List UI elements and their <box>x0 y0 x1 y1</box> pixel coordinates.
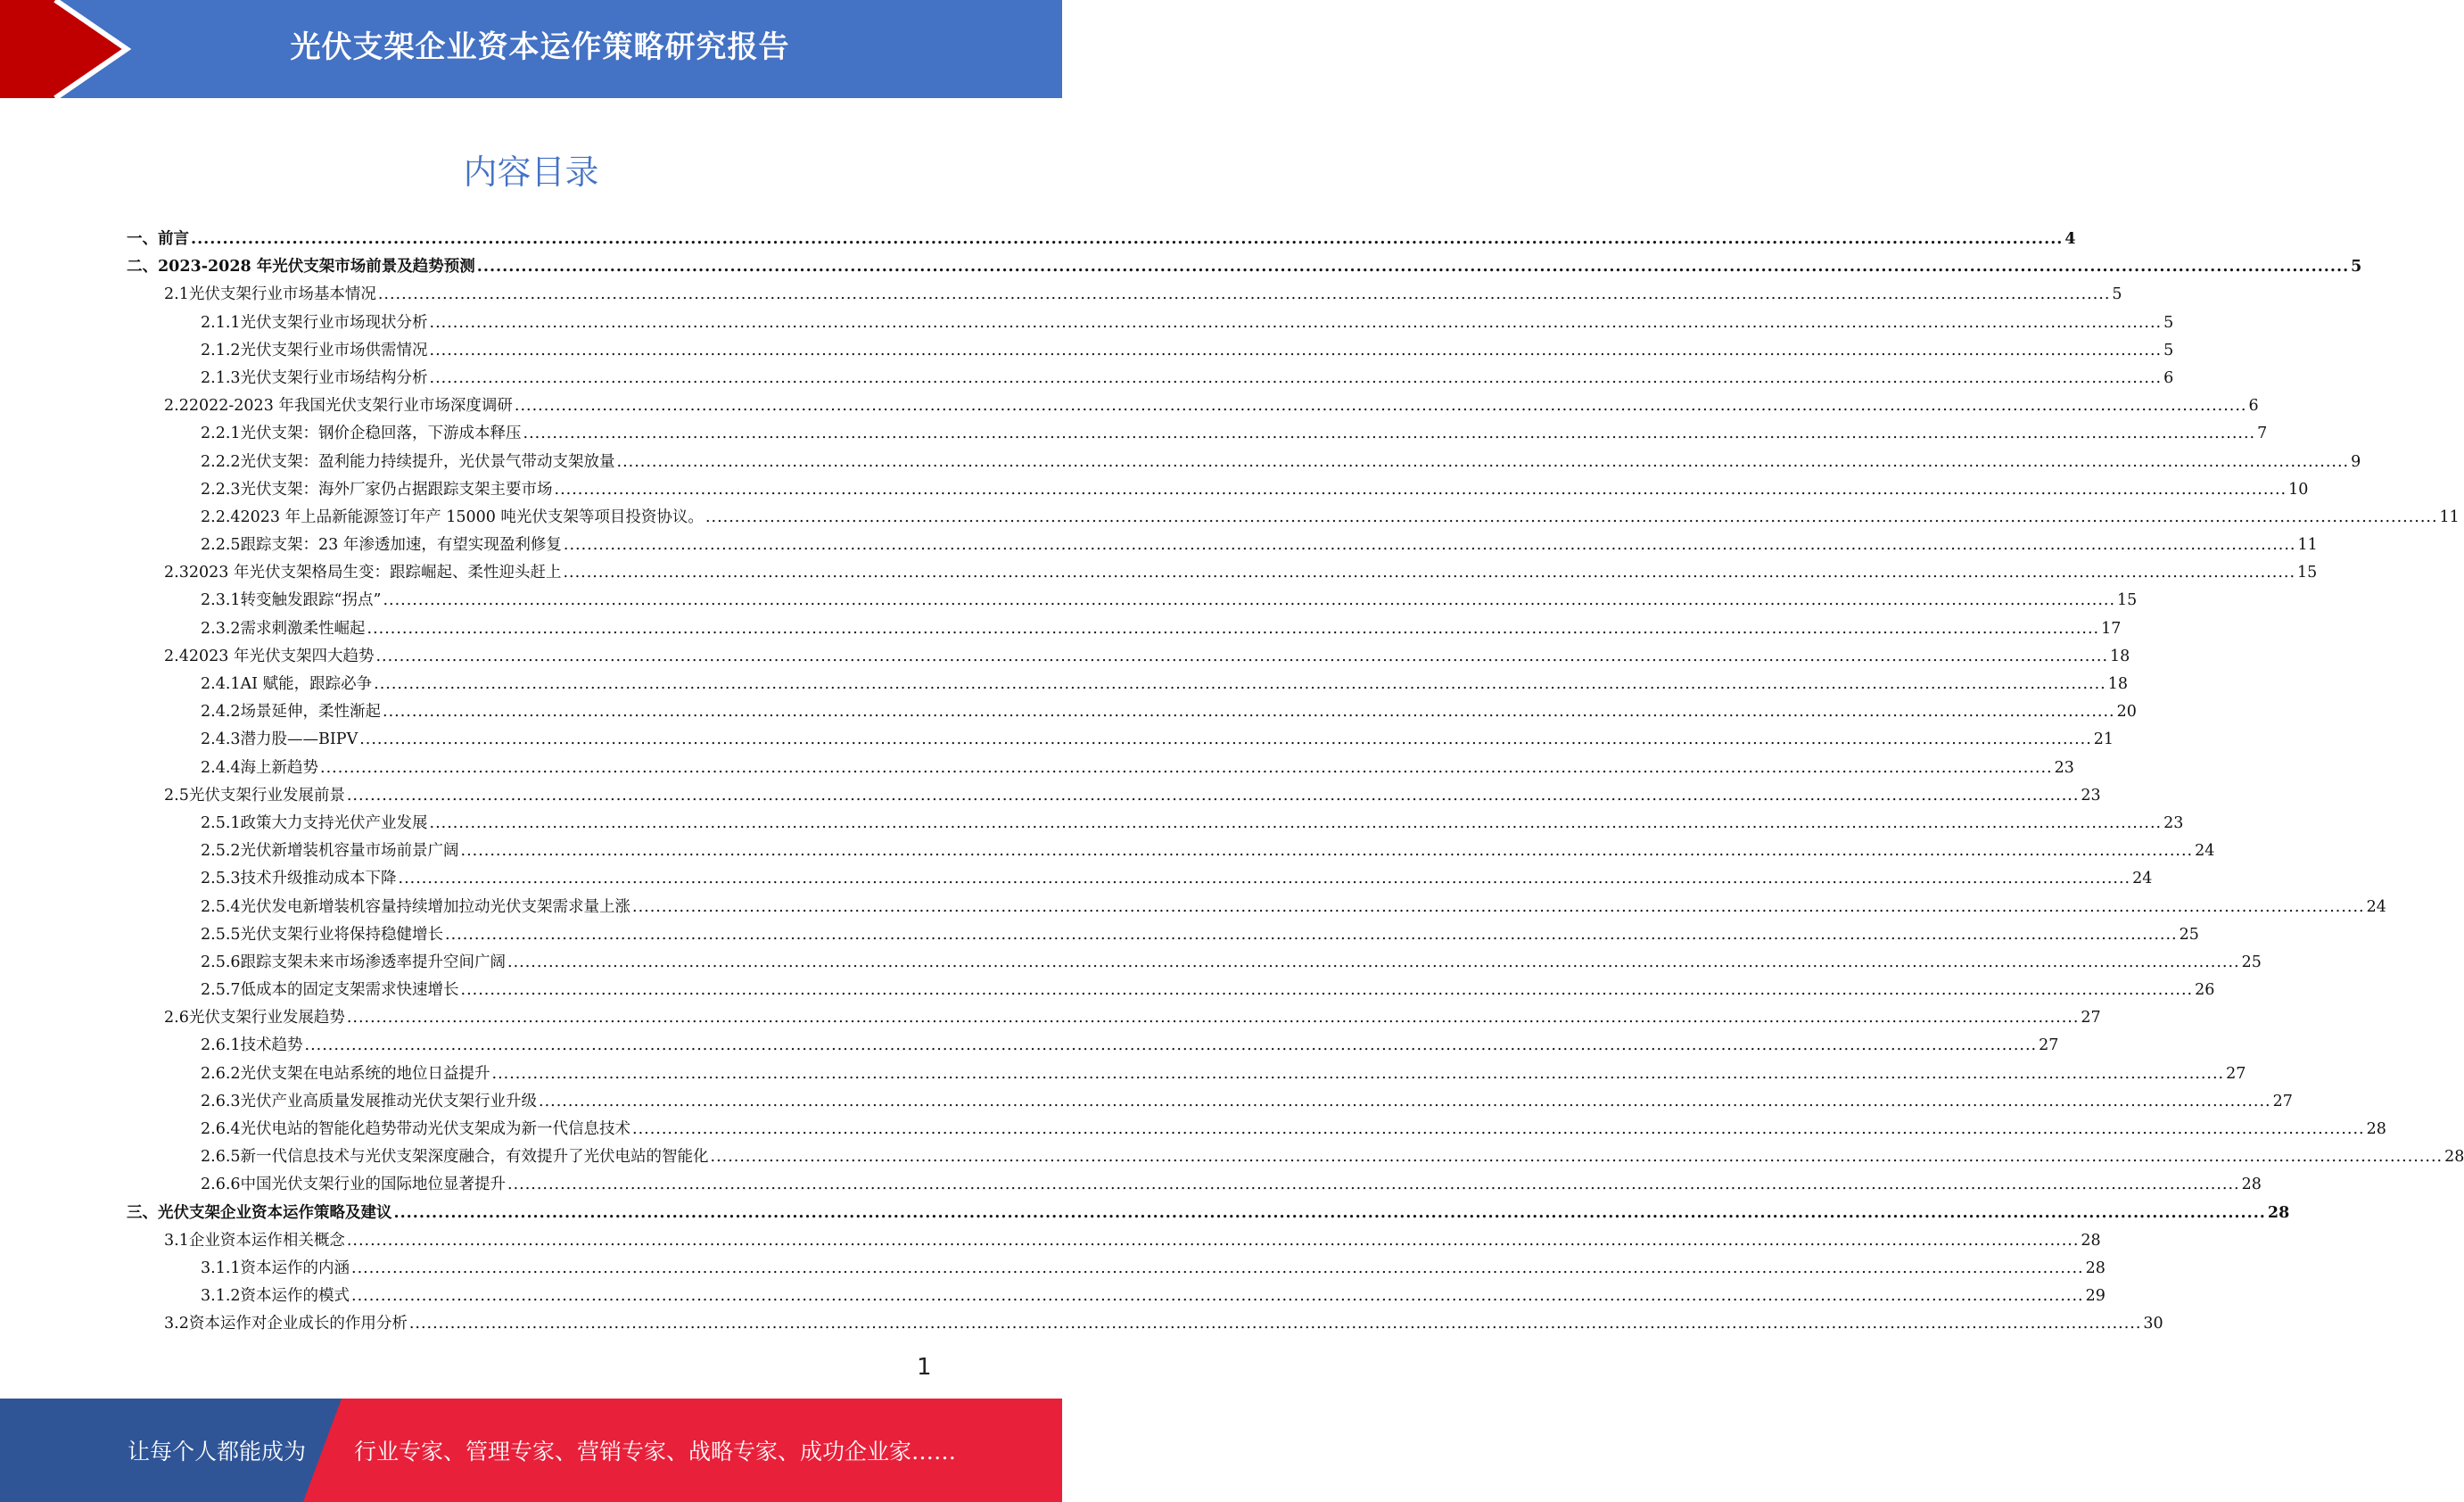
toc-leader-dots <box>461 842 2194 860</box>
toc-entry[interactable] <box>127 727 2114 755</box>
footer-slogan-right: 行业专家、管理专家、营销专家、战略专家、成功企业家…… <box>354 1439 957 1465</box>
toc-entry[interactable] <box>127 866 2153 894</box>
toc-entry-page: 25 <box>2241 953 2262 971</box>
toc-entry-number: 2.2.5 <box>201 536 241 555</box>
toc-entry-number: 2.6.2 <box>201 1064 241 1083</box>
toc-entry-number: 2.1 <box>164 285 189 304</box>
toc-leader-dots <box>632 1120 2365 1138</box>
toc-leader-dots <box>394 1204 2266 1222</box>
toc-entry[interactable] <box>127 450 2361 477</box>
toc-entry-title: 光伏支架行业市场现状分析 <box>240 313 428 332</box>
toc-entry-number: 2.5 <box>164 786 189 805</box>
toc-leader-dots <box>477 258 2349 276</box>
toc-entry-number: 3.1.1 <box>201 1259 241 1277</box>
toc-entry-number: 2.1.2 <box>201 341 241 359</box>
toc-entry[interactable] <box>127 310 2174 338</box>
toc-entry-number: 2.1.3 <box>201 368 241 387</box>
toc-entry-number: 2.3.1 <box>201 591 241 610</box>
toc-leader-dots <box>347 787 2080 805</box>
toc-entry-title: 技术升级推动成本下降 <box>240 870 397 888</box>
toc-entry[interactable] <box>127 1256 2106 1283</box>
toc-entry-page: 5 <box>2163 313 2174 332</box>
toc-entry-title: 光伏支架企业资本运作策略及建议 <box>158 1203 392 1222</box>
toc-entry-number: 2.5.4 <box>201 897 241 916</box>
toc-entry[interactable] <box>127 477 2309 505</box>
toc-entry-page: 30 <box>2143 1315 2163 1333</box>
toc-leader-dots <box>378 285 2111 303</box>
toc-entry[interactable] <box>127 393 2259 421</box>
toc-entry-title: 光伏支架行业发展趋势 <box>188 1009 345 1027</box>
toc-entry[interactable] <box>127 505 2460 532</box>
toc-entry[interactable] <box>127 366 2174 393</box>
toc-entry-title: 新一代信息技术与光伏支架深度融合，有效提升了光伏电站的智能化 <box>240 1148 709 1167</box>
toc-entry-page: 28 <box>2085 1259 2106 1277</box>
toc-leader-dots <box>367 620 2100 638</box>
toc-entry-title: 光伏支架行业市场基本情况 <box>188 285 376 304</box>
toc-entry[interactable] <box>127 644 2130 672</box>
toc-entry-title: 2023 年光伏支架格局生变：跟踪崛起、柔性迎头赶上 <box>188 564 562 582</box>
toc-entry[interactable] <box>127 227 2076 254</box>
toc-leader-dots <box>507 953 2240 971</box>
toc-entry-title: 政策大力支持光伏产业发展 <box>240 813 428 832</box>
toc-entry-page: 9 <box>2351 452 2361 471</box>
toc-entry-page: 15 <box>2297 564 2318 582</box>
toc-entry-number: 2.4.4 <box>201 758 241 777</box>
toc-leader-dots <box>375 648 2108 665</box>
toc-leader-dots <box>617 453 2350 471</box>
toc-leader-dots <box>430 342 2163 359</box>
toc-entry-page: 27 <box>2039 1036 2059 1055</box>
toc-entry-number: 2.2.4 <box>201 508 241 526</box>
toc-leader-dots <box>383 703 2115 721</box>
toc-entry-number: 2.2.3 <box>201 480 241 499</box>
toc-entry-number: 2.5.5 <box>201 925 241 944</box>
toc-leader-dots <box>430 314 2163 332</box>
toc-entry[interactable] <box>127 755 2074 783</box>
toc-entry-title: 光伏支架行业发展前景 <box>188 786 345 805</box>
toc-leader-dots <box>409 1315 2142 1333</box>
toc-leader-dots <box>347 1232 2080 1250</box>
toc-entry-title: 光伏产业高质量发展推动光伏支架行业升级 <box>240 1092 538 1110</box>
toc-entry-page: 27 <box>2272 1092 2293 1110</box>
toc-leader-dots <box>347 1009 2080 1027</box>
toc-entry[interactable] <box>127 699 2137 727</box>
toc-leader-dots <box>374 675 2106 693</box>
toc-leader-dots <box>191 230 2063 248</box>
toc-entry-title: 光伏支架：钢价企稳回落，下游成本释压 <box>240 425 522 443</box>
toc-entry-number: 2.3.2 <box>201 619 241 638</box>
toc-entry-title: 光伏支架行业市场供需情况 <box>240 341 428 359</box>
footer-slogan-left: 让每个人都能成为 <box>128 1439 307 1465</box>
page-number: 1 <box>917 1354 932 1381</box>
toc-entry[interactable] <box>127 922 2199 950</box>
toc-entry-number: 2.6.6 <box>201 1176 241 1194</box>
toc-entry-number: 2.2 <box>164 397 189 416</box>
toc-entry-page: 28 <box>2081 1231 2101 1250</box>
toc-leader-dots <box>564 536 2296 554</box>
toc-entry-title: 光伏发电新增装机容量持续增加拉动光伏支架需求量上涨 <box>240 897 631 916</box>
toc-entry-number: 2.6.4 <box>201 1120 241 1138</box>
toc-entry-title: 企业资本运作相关概念 <box>188 1231 345 1250</box>
toc-entry-title: 光伏支架：海外厂家仍占据跟踪支架主要市场 <box>240 480 553 499</box>
toc-leader-dots <box>430 814 2163 832</box>
toc-entry-number: 3.1.2 <box>201 1287 241 1306</box>
toc-entry[interactable] <box>127 1228 2101 1256</box>
toc-leader-dots <box>492 1065 2225 1083</box>
toc-leader-dots <box>351 1287 2084 1305</box>
toc-entry[interactable] <box>127 1005 2101 1033</box>
toc-entry-page: 24 <box>2366 897 2386 916</box>
toc-entry[interactable] <box>127 532 2318 560</box>
toc-entry-number: 2.5.3 <box>201 870 241 888</box>
toc-entry-number: 2.2.2 <box>201 452 241 471</box>
toc-leader-dots <box>539 1093 2271 1110</box>
toc-entry-page: 15 <box>2117 591 2138 610</box>
toc-entry[interactable] <box>127 588 2138 615</box>
toc-entry-page: 28 <box>2241 1176 2262 1194</box>
footer-band <box>0 1399 1062 1502</box>
toc-entry[interactable] <box>127 1061 2246 1089</box>
toc-entry[interactable] <box>127 1311 2163 1339</box>
toc-entry-number: 二、 <box>127 258 158 276</box>
toc-leader-dots <box>305 1036 2038 1054</box>
toc-entry-title: 光伏支架在电站系统的地位日益提升 <box>240 1064 490 1083</box>
toc-entry-page: 26 <box>2195 981 2215 1000</box>
toc-entry-page: 27 <box>2081 1009 2101 1027</box>
toc-entry[interactable] <box>127 338 2174 366</box>
toc-entry-number: 2.6.3 <box>201 1092 241 1110</box>
toc-entry-page: 27 <box>2226 1064 2246 1083</box>
toc-entry-page: 6 <box>2163 368 2174 387</box>
toc-entry-page: 20 <box>2116 703 2137 722</box>
toc-entry-title: 资本运作的模式 <box>240 1287 350 1306</box>
toc-entry-title: AI 赋能，跟踪必争 <box>240 675 373 693</box>
toc-entry-page: 7 <box>2257 425 2268 443</box>
toc-leader-dots <box>430 369 2163 387</box>
toc-entry[interactable] <box>127 1033 2059 1060</box>
toc-heading: 内容目录 <box>463 153 599 192</box>
toc-leader-dots <box>711 1148 2443 1166</box>
toc-entry-title: 光伏电站的智能化趋势带动光伏支架成为新一代信息技术 <box>240 1120 631 1138</box>
toc-entry-number: 2.3 <box>164 564 189 582</box>
toc-entry-title: 需求刺激柔性崛起 <box>240 619 366 638</box>
toc-entry[interactable] <box>127 1144 2464 1172</box>
toc-entry-title: 场景延伸，柔性渐起 <box>240 703 382 722</box>
toc-leader-dots <box>445 926 2178 944</box>
toc-entry-title: 光伏支架行业市场结构分析 <box>240 368 428 387</box>
toc-entry[interactable] <box>127 282 2122 309</box>
toc-entry-number: 2.2.1 <box>201 425 241 443</box>
toc-entry-page: 23 <box>2054 758 2074 777</box>
toc-entry-title: 资本运作的内涵 <box>240 1259 350 1277</box>
toc-entry-title: 潜力股——BIPV <box>240 730 358 749</box>
toc-entry[interactable] <box>127 1201 2290 1228</box>
toc-leader-dots <box>320 759 2053 777</box>
toc-entry-title: 跟踪支架：23 年渗透加速，有望实现盈利修复 <box>240 536 562 555</box>
toc-entry[interactable] <box>127 1089 2293 1117</box>
toc-entry-number: 2.6 <box>164 1009 189 1027</box>
toc-entry-page: 4 <box>2064 230 2076 248</box>
toc-entry-page: 29 <box>2085 1287 2106 1306</box>
toc-leader-dots <box>383 591 2115 609</box>
toc-entry-number: 2.4.2 <box>201 703 241 722</box>
toc-entry-page: 23 <box>2163 813 2184 832</box>
toc-entry-title: 2023-2028 年光伏支架市场前景及趋势预测 <box>158 258 475 276</box>
toc-entry-page: 11 <box>2297 536 2318 555</box>
toc-entry[interactable] <box>127 616 2122 644</box>
toc-entry-page: 24 <box>2132 870 2153 888</box>
toc-leader-dots <box>523 425 2256 442</box>
toc-leader-dots <box>632 898 2365 916</box>
toc-entry-page: 5 <box>2163 341 2174 359</box>
toc-entry-title: 海上新趋势 <box>240 758 319 777</box>
toc-entry[interactable] <box>127 1117 2386 1144</box>
toc-leader-dots <box>555 481 2287 499</box>
toc-leader-dots <box>563 564 2295 582</box>
toc-entry-page: 17 <box>2101 619 2122 638</box>
toc-entry-number: 3.1 <box>164 1231 189 1250</box>
report-title: 光伏支架企业资本运作策略研究报告 <box>290 29 790 65</box>
toc-entry-title: 中国光伏支架行业的国际地位显著提升 <box>240 1176 507 1194</box>
toc-entry-number: 2.5.2 <box>201 842 241 861</box>
toc-leader-dots <box>359 730 2092 748</box>
toc-entry-number: 2.4 <box>164 647 189 665</box>
toc-entry-number: 2.6.1 <box>201 1036 241 1055</box>
toc-entry-title: 2023 年上品新能源签订年产 15000 吨光伏支架等项目投资协议。 <box>240 508 704 526</box>
toc-leader-dots <box>461 981 2194 999</box>
toc-entry-page: 23 <box>2081 786 2101 805</box>
header-band <box>0 0 1062 98</box>
toc-entry-page: 24 <box>2195 842 2215 861</box>
toc-entry-page: 28 <box>2267 1203 2290 1222</box>
toc-entry-page: 5 <box>2112 285 2122 304</box>
toc-entry[interactable] <box>127 560 2318 588</box>
toc-entry-title: 2022-2023 年我国光伏支架行业市场深度调研 <box>188 397 513 416</box>
toc-entry-title: 资本运作对企业成长的作用分析 <box>188 1315 408 1333</box>
toc-entry-title: 技术趋势 <box>240 1036 303 1055</box>
toc-leader-dots <box>515 397 2247 415</box>
toc-leader-dots <box>705 508 2438 526</box>
toc-entry[interactable] <box>127 950 2262 978</box>
toc-entry-page: 21 <box>2093 730 2114 749</box>
toc-entry-number: 一、 <box>127 230 158 248</box>
table-of-contents <box>127 227 2464 1340</box>
toc-entry[interactable] <box>127 1283 2106 1311</box>
toc-entry-title: 2023 年光伏支架四大趋势 <box>188 647 375 665</box>
toc-entry-page: 18 <box>2110 647 2130 665</box>
toc-entry-page: 11 <box>2439 508 2460 526</box>
toc-entry[interactable] <box>127 421 2268 449</box>
toc-entry-page: 6 <box>2248 397 2259 416</box>
toc-entry-title: 低成本的固定支架需求快速增长 <box>240 981 459 1000</box>
toc-entry-number: 2.5.6 <box>201 953 241 971</box>
toc-leader-dots <box>399 870 2131 887</box>
toc-entry[interactable] <box>127 978 2215 1005</box>
toc-entry-title: 光伏支架：盈利能力持续提升，光伏景气带动支架放量 <box>240 452 615 471</box>
toc-entry-title: 光伏新增装机容量市场前景广阔 <box>240 842 459 861</box>
toc-entry-title: 转变触发跟踪“拐点” <box>240 591 382 610</box>
toc-entry-page: 28 <box>2366 1120 2386 1138</box>
toc-entry-number: 2.4.3 <box>201 730 241 749</box>
toc-leader-dots <box>507 1176 2240 1193</box>
toc-entry[interactable] <box>127 1172 2262 1200</box>
toc-entry-number: 2.5.1 <box>201 813 241 832</box>
toc-leader-dots <box>351 1259 2084 1277</box>
toc-entry-title: 光伏支架行业将保持稳健增长 <box>240 925 444 944</box>
toc-entry-page: 5 <box>2351 258 2362 276</box>
toc-entry-number: 三、 <box>127 1203 158 1222</box>
toc-entry[interactable] <box>127 811 2184 838</box>
toc-entry[interactable] <box>127 254 2362 282</box>
toc-entry-page: 18 <box>2107 675 2129 693</box>
toc-entry-number: 3.2 <box>164 1315 189 1333</box>
toc-entry-number: 2.1.1 <box>201 313 241 332</box>
toc-entry-title: 前言 <box>158 230 189 248</box>
toc-entry[interactable] <box>127 783 2101 811</box>
toc-entry-number: 2.5.7 <box>201 981 241 1000</box>
toc-entry-page: 10 <box>2288 480 2309 499</box>
toc-entry[interactable] <box>127 838 2215 866</box>
toc-entry-number: 2.4.1 <box>201 675 241 693</box>
toc-entry[interactable] <box>127 672 2129 699</box>
toc-entry-title: 跟踪支架未来市场渗透率提升空间广阔 <box>240 953 507 971</box>
toc-entry-page: 28 <box>2444 1148 2464 1167</box>
toc-entry[interactable] <box>127 895 2386 922</box>
toc-entry-number: 2.6.5 <box>201 1148 241 1167</box>
toc-entry-page: 25 <box>2179 925 2199 944</box>
